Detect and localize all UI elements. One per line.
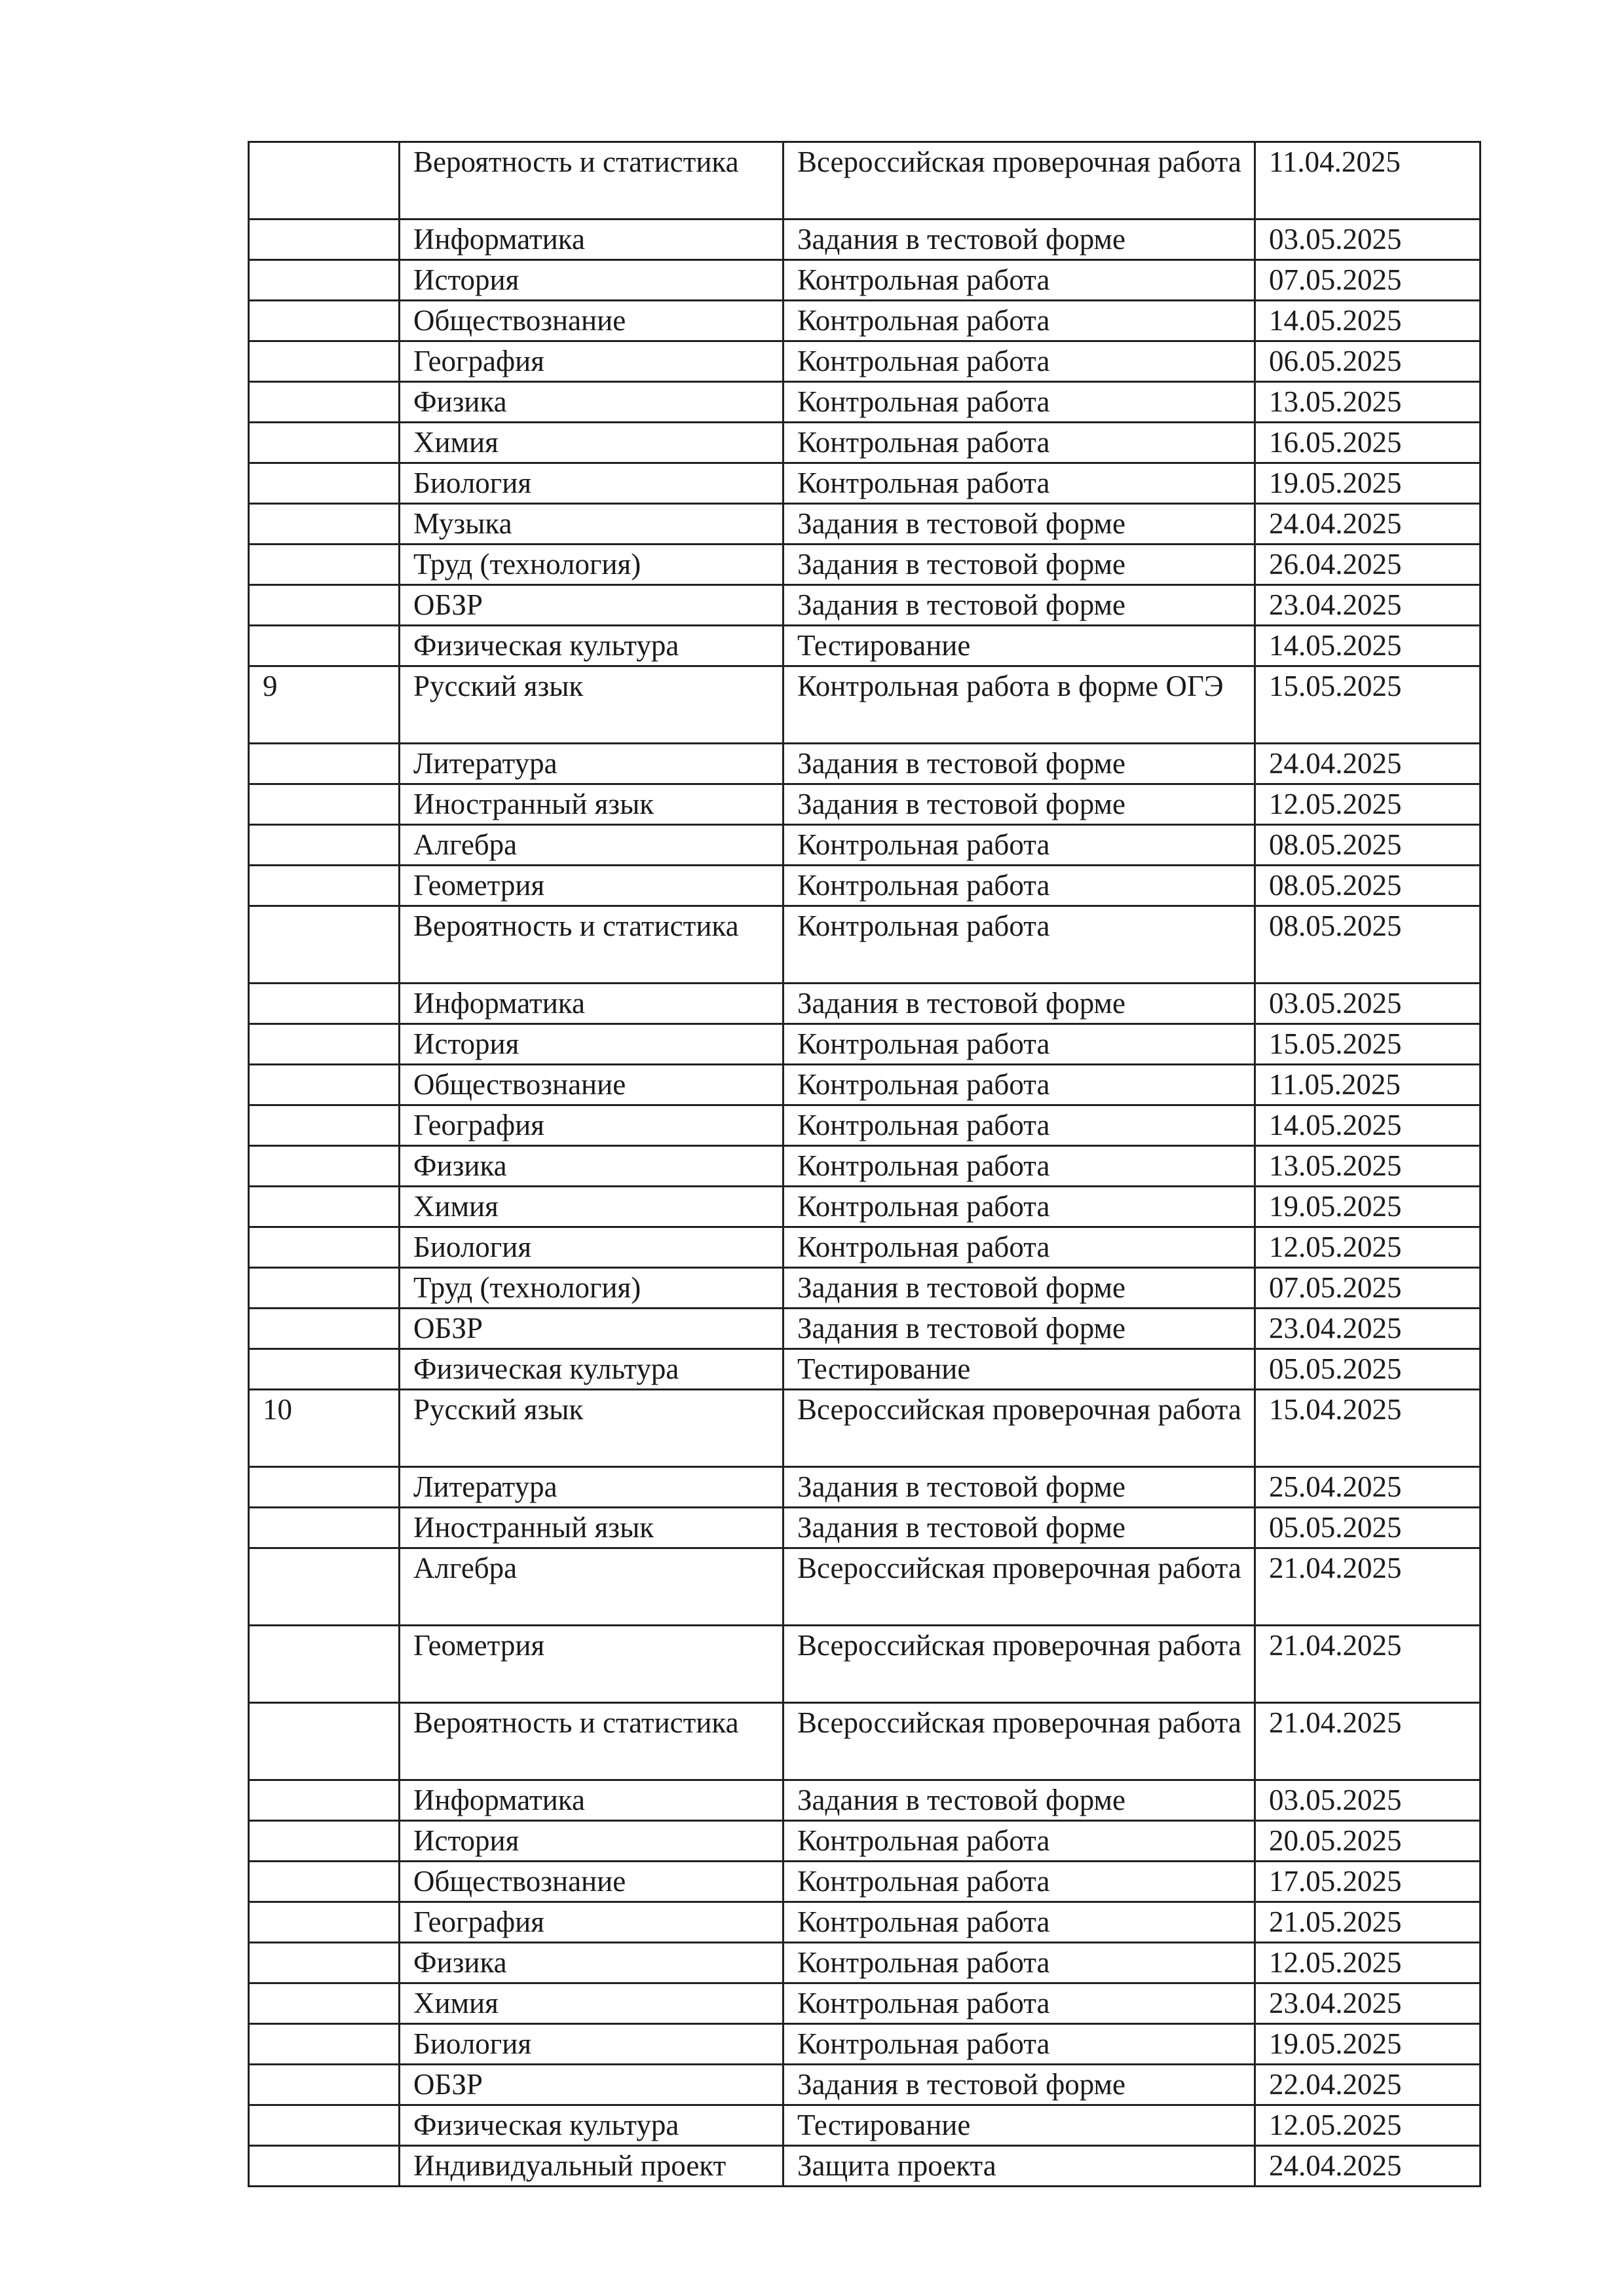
form-cell: Задания в тестовой форме: [784, 1268, 1255, 1309]
date-cell: 11.04.2025: [1255, 142, 1481, 220]
form-cell: Контрольная работа: [784, 1943, 1255, 1983]
date-cell: 14.05.2025: [1255, 1105, 1481, 1146]
date-cell: 22.04.2025: [1255, 2065, 1481, 2105]
form-cell: Контрольная работа: [784, 423, 1255, 463]
subject-cell: Геометрия: [400, 866, 784, 906]
class-cell: [249, 1024, 400, 1065]
class-cell: [249, 1105, 400, 1146]
class-cell: [249, 1902, 400, 1943]
table-row: [249, 1548, 1481, 1626]
subject-cell: История: [400, 1821, 784, 1862]
subject-cell: Физическая культура: [400, 2105, 784, 2146]
class-cell: [249, 1227, 400, 1268]
table-row: [249, 382, 1481, 423]
form-cell: Задания в тестовой форме: [784, 585, 1255, 626]
date-cell: 15.04.2025: [1255, 1390, 1481, 1467]
class-cell: [249, 1268, 400, 1309]
subject-cell: Информатика: [400, 984, 784, 1024]
subject-cell: Обществознание: [400, 301, 784, 341]
form-cell: Задания в тестовой форме: [784, 220, 1255, 260]
date-cell: 08.05.2025: [1255, 866, 1481, 906]
form-cell: Задания в тестовой форме: [784, 784, 1255, 825]
subject-cell: Музыка: [400, 504, 784, 545]
subject-cell: Труд (технология): [400, 545, 784, 585]
form-cell: Задания в тестовой форме: [784, 2065, 1255, 2105]
date-cell: 16.05.2025: [1255, 423, 1481, 463]
form-cell: Контрольная работа: [784, 1983, 1255, 2024]
class-cell: [249, 1548, 400, 1626]
date-cell: 12.05.2025: [1255, 2105, 1481, 2146]
subject-cell: Биология: [400, 1227, 784, 1268]
date-cell: 05.05.2025: [1255, 1508, 1481, 1548]
table-row: [249, 301, 1481, 341]
form-cell: Тестирование: [784, 1349, 1255, 1390]
form-cell: Контрольная работа: [784, 1105, 1255, 1146]
form-cell: Всероссийская проверочная работа: [784, 142, 1255, 220]
subject-cell: Русский язык: [400, 1390, 784, 1467]
class-cell: [249, 1146, 400, 1187]
form-cell: Задания в тестовой форме: [784, 1467, 1255, 1508]
date-cell: 14.05.2025: [1255, 301, 1481, 341]
subject-cell: Обществознание: [400, 1862, 784, 1902]
date-cell: 15.05.2025: [1255, 666, 1481, 744]
form-cell: Всероссийская проверочная работа: [784, 1390, 1255, 1467]
form-cell: Всероссийская проверочная работа: [784, 1626, 1255, 1703]
table-row: [249, 585, 1481, 626]
table-row: [249, 1187, 1481, 1227]
table-row: [249, 825, 1481, 866]
date-cell: 24.04.2025: [1255, 744, 1481, 784]
table-row: [249, 220, 1481, 260]
table-row: [249, 545, 1481, 585]
table-row: [249, 866, 1481, 906]
table-row: [249, 1780, 1481, 1821]
table-row: [249, 1943, 1481, 1983]
class-cell: [249, 2024, 400, 2065]
class-cell: [249, 1467, 400, 1508]
table-row: [249, 744, 1481, 784]
form-cell: Контрольная работа: [784, 906, 1255, 984]
table-row: [249, 1703, 1481, 1780]
table-row: [249, 1349, 1481, 1390]
class-cell: [249, 142, 400, 220]
class-cell: [249, 2065, 400, 2105]
class-cell: [249, 301, 400, 341]
table-row: [249, 341, 1481, 382]
class-cell: [249, 1065, 400, 1105]
table-row: [249, 784, 1481, 825]
date-cell: 25.04.2025: [1255, 1467, 1481, 1508]
form-cell: Всероссийская проверочная работа: [784, 1703, 1255, 1780]
subject-cell: ОБЗР: [400, 585, 784, 626]
date-cell: 11.05.2025: [1255, 1065, 1481, 1105]
class-cell: [249, 1508, 400, 1548]
date-cell: 12.05.2025: [1255, 1227, 1481, 1268]
subject-cell: Вероятность и статистика: [400, 142, 784, 220]
class-cell: [249, 984, 400, 1024]
date-cell: 12.05.2025: [1255, 784, 1481, 825]
table-row: [249, 142, 1481, 220]
class-cell: [249, 825, 400, 866]
subject-cell: ОБЗР: [400, 2065, 784, 2105]
date-cell: 24.04.2025: [1255, 504, 1481, 545]
date-cell: 17.05.2025: [1255, 1862, 1481, 1902]
subject-cell: Литература: [400, 744, 784, 784]
date-cell: 26.04.2025: [1255, 545, 1481, 585]
table-row: [249, 463, 1481, 504]
form-cell: Контрольная работа: [784, 825, 1255, 866]
class-cell: [249, 1780, 400, 1821]
date-cell: 13.05.2025: [1255, 382, 1481, 423]
form-cell: Задания в тестовой форме: [784, 545, 1255, 585]
subject-cell: Литература: [400, 1467, 784, 1508]
class-cell: [249, 1821, 400, 1862]
class-cell: [249, 744, 400, 784]
table-row: [249, 423, 1481, 463]
form-cell: Задания в тестовой форме: [784, 984, 1255, 1024]
subject-cell: Геометрия: [400, 1626, 784, 1703]
table-row: [249, 1821, 1481, 1862]
date-cell: 13.05.2025: [1255, 1146, 1481, 1187]
subject-cell: Труд (технология): [400, 1268, 784, 1309]
date-cell: 23.04.2025: [1255, 1983, 1481, 2024]
subject-cell: Биология: [400, 2024, 784, 2065]
subject-cell: Физика: [400, 1943, 784, 1983]
date-cell: 19.05.2025: [1255, 463, 1481, 504]
form-cell: Контрольная работа: [784, 301, 1255, 341]
subject-cell: Индивидуальный проект: [400, 2146, 784, 2187]
form-cell: Контрольная работа: [784, 463, 1255, 504]
form-cell: Тестирование: [784, 2105, 1255, 2146]
table-row: [249, 1626, 1481, 1703]
class-cell: [249, 784, 400, 825]
assessment-schedule-table: [248, 141, 1481, 2187]
date-cell: 08.05.2025: [1255, 825, 1481, 866]
class-cell: [249, 866, 400, 906]
class-cell: [249, 626, 400, 666]
class-cell: [249, 423, 400, 463]
table-row: [249, 2024, 1481, 2065]
class-cell: [249, 220, 400, 260]
class-cell: [249, 341, 400, 382]
class-cell: 9: [249, 666, 400, 744]
date-cell: 20.05.2025: [1255, 1821, 1481, 1862]
table-row: [249, 1146, 1481, 1187]
subject-cell: Алгебра: [400, 825, 784, 866]
subject-cell: ОБЗР: [400, 1309, 784, 1349]
table-row: [249, 1309, 1481, 1349]
class-cell: [249, 463, 400, 504]
class-cell: [249, 585, 400, 626]
form-cell: Контрольная работа: [784, 341, 1255, 382]
date-cell: 05.05.2025: [1255, 1349, 1481, 1390]
subject-cell: Иностранный язык: [400, 1508, 784, 1548]
schedule-body: [249, 142, 1481, 2187]
subject-cell: Обществознание: [400, 1065, 784, 1105]
form-cell: Всероссийская проверочная работа: [784, 1548, 1255, 1626]
form-cell: Задания в тестовой форме: [784, 744, 1255, 784]
class-cell: [249, 382, 400, 423]
form-cell: Контрольная работа в форме ОГЭ: [784, 666, 1255, 744]
date-cell: 03.05.2025: [1255, 1780, 1481, 1821]
subject-cell: История: [400, 1024, 784, 1065]
subject-cell: Русский язык: [400, 666, 784, 744]
form-cell: Контрольная работа: [784, 1065, 1255, 1105]
subject-cell: Вероятность и статистика: [400, 906, 784, 984]
subject-cell: Физика: [400, 382, 784, 423]
subject-cell: Физическая культура: [400, 1349, 784, 1390]
table-row: [249, 1902, 1481, 1943]
class-cell: [249, 1703, 400, 1780]
form-cell: Контрольная работа: [784, 1902, 1255, 1943]
subject-cell: География: [400, 1105, 784, 1146]
subject-cell: Химия: [400, 423, 784, 463]
date-cell: 07.05.2025: [1255, 1268, 1481, 1309]
table-row: [249, 504, 1481, 545]
subject-cell: География: [400, 341, 784, 382]
date-cell: 19.05.2025: [1255, 2024, 1481, 2065]
form-cell: Задания в тестовой форме: [784, 1780, 1255, 1821]
table-row: [249, 984, 1481, 1024]
class-cell: [249, 504, 400, 545]
date-cell: 21.05.2025: [1255, 1902, 1481, 1943]
date-cell: 23.04.2025: [1255, 585, 1481, 626]
table-row: [249, 2146, 1481, 2187]
subject-cell: География: [400, 1902, 784, 1943]
class-cell: [249, 1983, 400, 2024]
date-cell: 14.05.2025: [1255, 626, 1481, 666]
class-cell: [249, 545, 400, 585]
date-cell: 24.04.2025: [1255, 2146, 1481, 2187]
table-row: [249, 2105, 1481, 2146]
class-cell: [249, 1626, 400, 1703]
class-cell: [249, 1862, 400, 1902]
table-row: [249, 260, 1481, 301]
subject-cell: Алгебра: [400, 1548, 784, 1626]
date-cell: 21.04.2025: [1255, 1626, 1481, 1703]
subject-cell: Иностранный язык: [400, 784, 784, 825]
class-cell: [249, 2105, 400, 2146]
date-cell: 15.05.2025: [1255, 1024, 1481, 1065]
form-cell: Задания в тестовой форме: [784, 1309, 1255, 1349]
date-cell: 23.04.2025: [1255, 1309, 1481, 1349]
form-cell: Контрольная работа: [784, 1146, 1255, 1187]
date-cell: 21.04.2025: [1255, 1703, 1481, 1780]
class-cell: [249, 1943, 400, 1983]
table-row: [249, 1024, 1481, 1065]
class-cell: 10: [249, 1390, 400, 1467]
subject-cell: Физика: [400, 1146, 784, 1187]
form-cell: Контрольная работа: [784, 1024, 1255, 1065]
date-cell: 08.05.2025: [1255, 906, 1481, 984]
form-cell: Контрольная работа: [784, 382, 1255, 423]
date-cell: 21.04.2025: [1255, 1548, 1481, 1626]
subject-cell: История: [400, 260, 784, 301]
table-row: [249, 906, 1481, 984]
table-row: [249, 1390, 1481, 1467]
table-row: [249, 1065, 1481, 1105]
table-row: [249, 1983, 1481, 2024]
subject-cell: Вероятность и статистика: [400, 1703, 784, 1780]
subject-cell: Информатика: [400, 220, 784, 260]
table-row: [249, 1862, 1481, 1902]
table-row: [249, 1105, 1481, 1146]
form-cell: Контрольная работа: [784, 1862, 1255, 1902]
date-cell: 12.05.2025: [1255, 1943, 1481, 1983]
class-cell: [249, 906, 400, 984]
form-cell: Контрольная работа: [784, 1821, 1255, 1862]
date-cell: 06.05.2025: [1255, 341, 1481, 382]
date-cell: 03.05.2025: [1255, 984, 1481, 1024]
form-cell: Тестирование: [784, 626, 1255, 666]
table-row: [249, 1508, 1481, 1548]
form-cell: Контрольная работа: [784, 866, 1255, 906]
form-cell: Задания в тестовой форме: [784, 504, 1255, 545]
form-cell: Контрольная работа: [784, 1227, 1255, 1268]
date-cell: 03.05.2025: [1255, 220, 1481, 260]
table-row: [249, 2065, 1481, 2105]
table-row: [249, 1467, 1481, 1508]
table-row: [249, 626, 1481, 666]
class-cell: [249, 1349, 400, 1390]
subject-cell: Химия: [400, 1187, 784, 1227]
table-row: [249, 1227, 1481, 1268]
subject-cell: Информатика: [400, 1780, 784, 1821]
table-row: [249, 1268, 1481, 1309]
form-cell: Контрольная работа: [784, 2024, 1255, 2065]
class-cell: [249, 1309, 400, 1349]
subject-cell: Химия: [400, 1983, 784, 2024]
class-cell: [249, 2146, 400, 2187]
form-cell: Контрольная работа: [784, 260, 1255, 301]
class-cell: [249, 1187, 400, 1227]
date-cell: 19.05.2025: [1255, 1187, 1481, 1227]
form-cell: Задания в тестовой форме: [784, 1508, 1255, 1548]
subject-cell: Физическая культура: [400, 626, 784, 666]
date-cell: 07.05.2025: [1255, 260, 1481, 301]
form-cell: Контрольная работа: [784, 1187, 1255, 1227]
class-cell: [249, 260, 400, 301]
subject-cell: Биология: [400, 463, 784, 504]
table-row: [249, 666, 1481, 744]
form-cell: Защита проекта: [784, 2146, 1255, 2187]
